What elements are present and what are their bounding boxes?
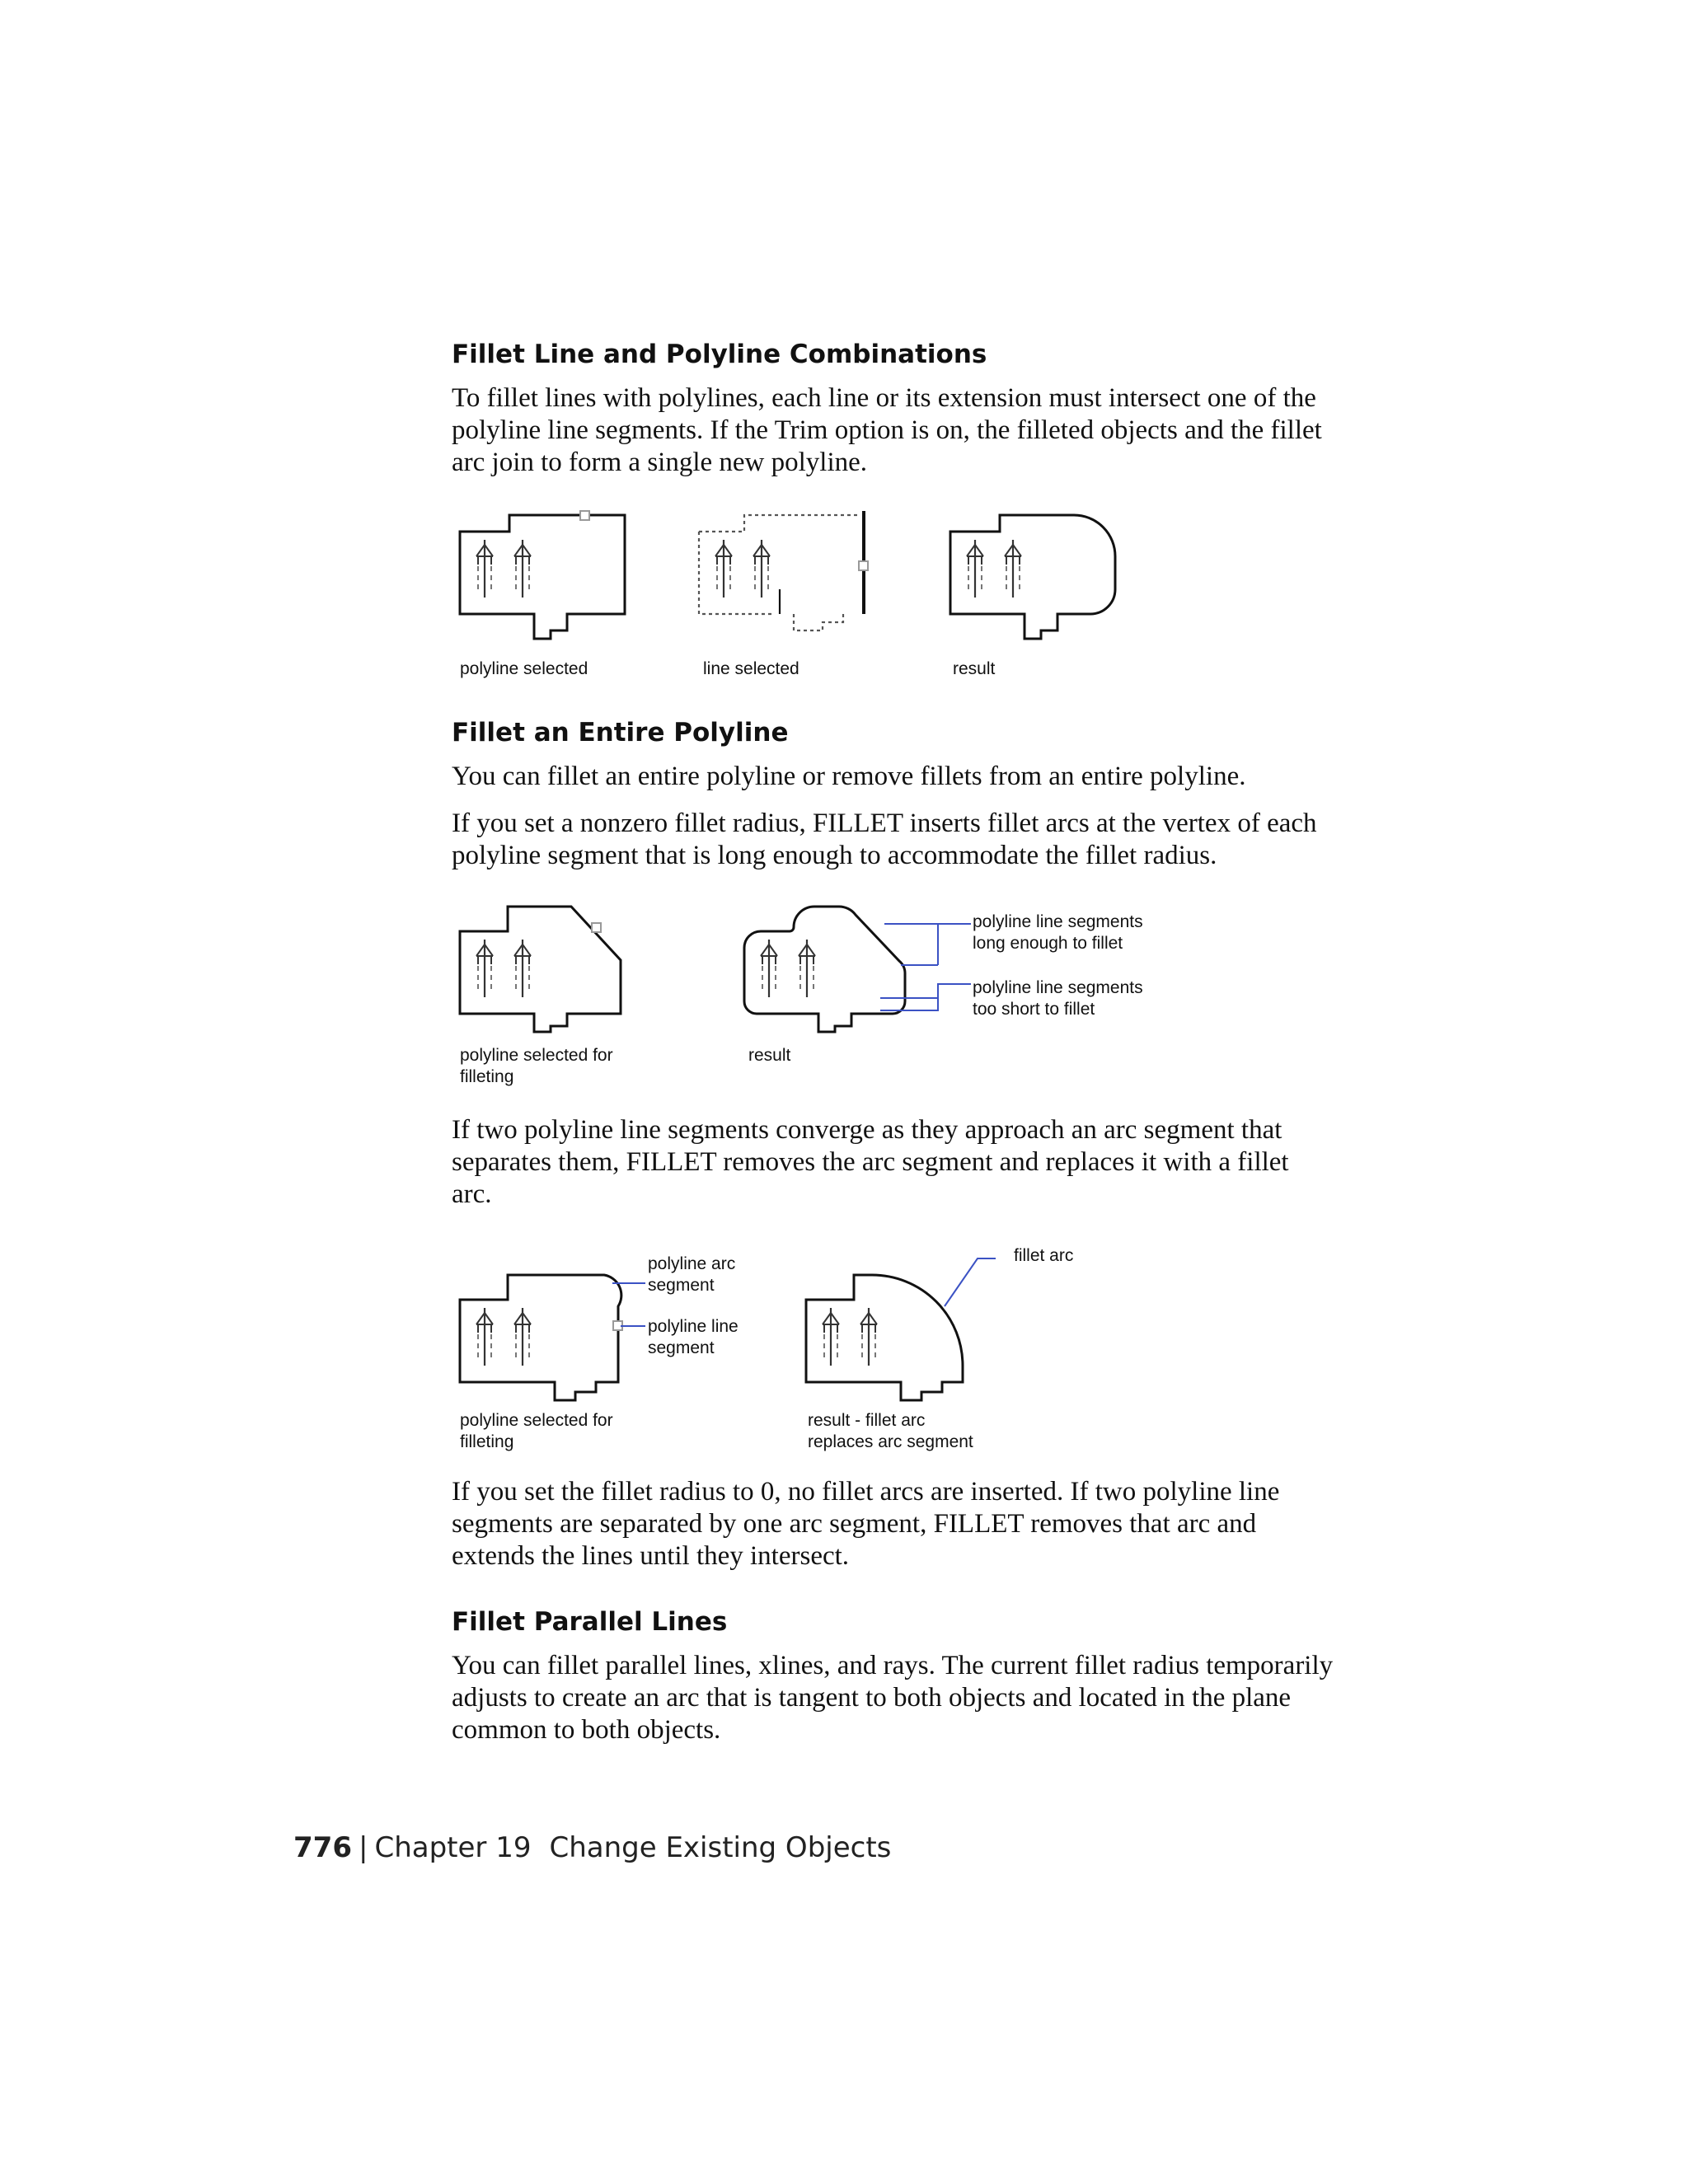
- section-heading-parallel-lines: Fillet Parallel Lines: [452, 1607, 728, 1637]
- paragraph-entire-polyline-3: If two polyline line segments converge as they approach an arc segment that separates them, FILLET removes the arc segment and replaces it with a fillet arc.: [452, 1115, 1289, 1209]
- result-fillet-arc-shape: [806, 1275, 963, 1400]
- result-shape-2: [744, 907, 905, 1032]
- page-footer: [293, 1831, 891, 1864]
- footer-separator: |: [358, 1831, 368, 1864]
- callout-too-short: polyline line segments too short to fillet: [973, 978, 1143, 1019]
- footer-chapter-title: Change Existing Objects: [549, 1831, 892, 1864]
- section-heading-line-polyline: Fillet Line and Polyline Combinations: [452, 340, 987, 369]
- page-number: 776: [293, 1831, 352, 1864]
- callout-arc-segment: polyline arc segment: [648, 1254, 736, 1295]
- result-shape-1: [950, 515, 1115, 639]
- caption-result-fillet-arc: result - fillet arc replaces arc segment: [808, 1411, 973, 1451]
- paragraph-entire-polyline-2: If you set a nonzero fillet radius, FILLET inserts fillet arcs at the vertex of each polyline segment that is long enough to accommodate the fillet radius.: [452, 808, 1317, 870]
- figure-entire-polyline: [452, 895, 1334, 1086]
- paragraph-line-polyline: To fillet lines with polylines, each line or its extension must intersect one of the polyline line segments. If the Trim option is on, the filleted objects and the fillet arc join to form a single new polyline.: [452, 383, 1322, 477]
- paragraph-parallel-lines: You can fillet parallel lines, xlines, and rays. The current fillet radius temporarily adjusts to create an arc that is tangent to both objects and located in the plane common to both objects.: [452, 1651, 1334, 1745]
- paragraph-entire-polyline-4: If you set the fillet radius to 0, no fillet arcs are inserted. If two polyline line segments are separated by one arc segment, FILLET removes that arc and extends the lines until they intersect.: [452, 1477, 1280, 1571]
- caption-polyline-selected: polyline selected: [460, 659, 588, 678]
- caption-polyline-selected-filleting-2: polyline selected for filleting: [460, 1411, 613, 1451]
- figure-arc-segment: [452, 1234, 1334, 1451]
- callout-long-enough: polyline line segments long enough to fillet: [973, 912, 1143, 953]
- paragraph-entire-polyline-1: You can fillet an entire polyline or remove fillets from an entire polyline.: [452, 762, 1246, 791]
- caption-result-2: result: [748, 1046, 791, 1065]
- figure-line-polyline-drawing: [452, 499, 1334, 683]
- callout-line-segment: polyline line segment: [648, 1317, 738, 1357]
- footer-chapter: Chapter 19: [374, 1831, 532, 1864]
- polyline-filleting-shape: [460, 907, 621, 1032]
- section-heading-entire-polyline: Fillet an Entire Polyline: [452, 718, 789, 748]
- caption-polyline-selected-filleting: polyline selected for filleting: [460, 1046, 613, 1086]
- caption-line-selected: line selected: [703, 659, 799, 678]
- page-content: [452, 338, 1334, 1746]
- figure-line-polyline: [452, 499, 1334, 683]
- polyline-selected-shape: [460, 511, 625, 639]
- line-selected-shape: [699, 511, 868, 630]
- callout-fillet-arc: fillet arc: [1014, 1246, 1074, 1265]
- caption-result-1: result: [953, 659, 996, 678]
- callout-lines-2: [880, 924, 971, 1010]
- polyline-arc-shape: [460, 1275, 622, 1400]
